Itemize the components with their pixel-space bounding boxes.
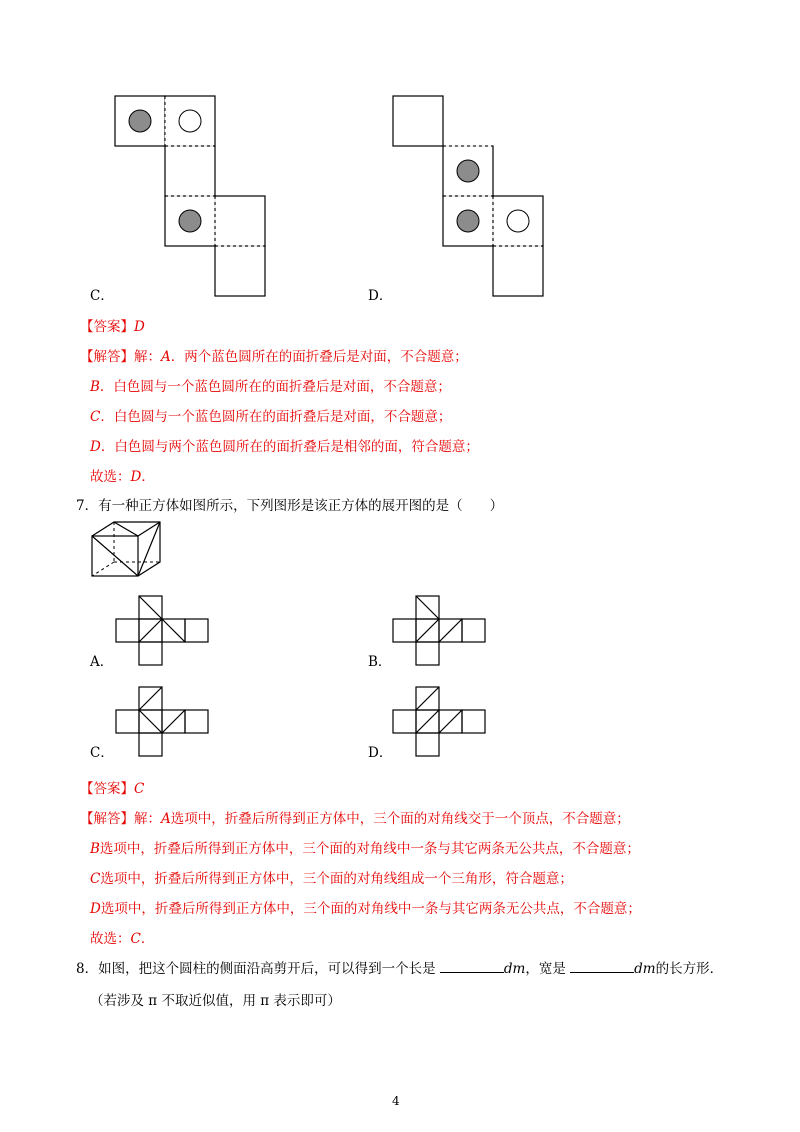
page-number: 4 xyxy=(392,1094,400,1108)
q7-conclusion: 故选：C． xyxy=(90,931,155,947)
q7-solution-line-b: B选项中，折叠后所得到正方体中，三个面的对角线中一条与其它两条无公共点，不合题意； xyxy=(90,841,640,857)
q6-conclusion: 故选：D． xyxy=(90,469,155,485)
q7-option-d-label: D． xyxy=(368,745,393,761)
q7-stem: 7．有一种正方体如图所示，下列图形是该正方体的展开图的是（ ） xyxy=(76,498,504,514)
q7-option-b-label: B． xyxy=(368,654,392,670)
q7-option-c-label: C． xyxy=(90,745,114,761)
q7-solution-line-c: C选项中，折叠后所得到正方体中，三个面的对角线组成一个三角形，符合题意； xyxy=(90,871,573,887)
q7-answer: 【答案】C xyxy=(80,781,145,797)
q6-option-c-label: C． xyxy=(90,288,114,304)
q6-solution-line-b: B．白色圆与一个蓝色圆所在的面折叠后是对面，不合题意； xyxy=(90,379,451,395)
q7-solution-line-d: D选项中，折叠后所得到正方体中，三个面的对角线中一条与其它两条无公共点，不合题意； xyxy=(90,901,641,917)
q8-stem: 8．如图，把这个圆柱的侧面沿高剪开后，可以得到一个长是 dm，宽是 dm的长方形． xyxy=(76,961,724,977)
q7-solution-line-a: 【解答】解：A选项中，折叠后所得到正方体中，三个面的对角线交于一个顶点，不合题意； xyxy=(80,811,630,827)
q6-option-d-label: D． xyxy=(368,288,393,304)
q8-note: （若涉及 π 不取近似值，用 π 表示即可） xyxy=(90,993,341,1009)
q6-solution-line-d: D．白色圆与两个蓝色圆所在的面折叠后是相邻的面，符合题意； xyxy=(90,439,479,455)
q6-answer: 【答案】D xyxy=(80,319,145,335)
q6-solution-line-c: C．白色圆与一个蓝色圆所在的面折叠后是对面，不合题意； xyxy=(90,409,452,425)
q7-option-a-label: A． xyxy=(90,654,114,670)
q8-length-blank[interactable] xyxy=(440,960,504,973)
q8-width-blank[interactable] xyxy=(570,960,634,973)
q6-solution-line-a: 【解答】解：A．两个蓝色圆所在的面折叠后是对面，不合题意； xyxy=(80,349,468,365)
